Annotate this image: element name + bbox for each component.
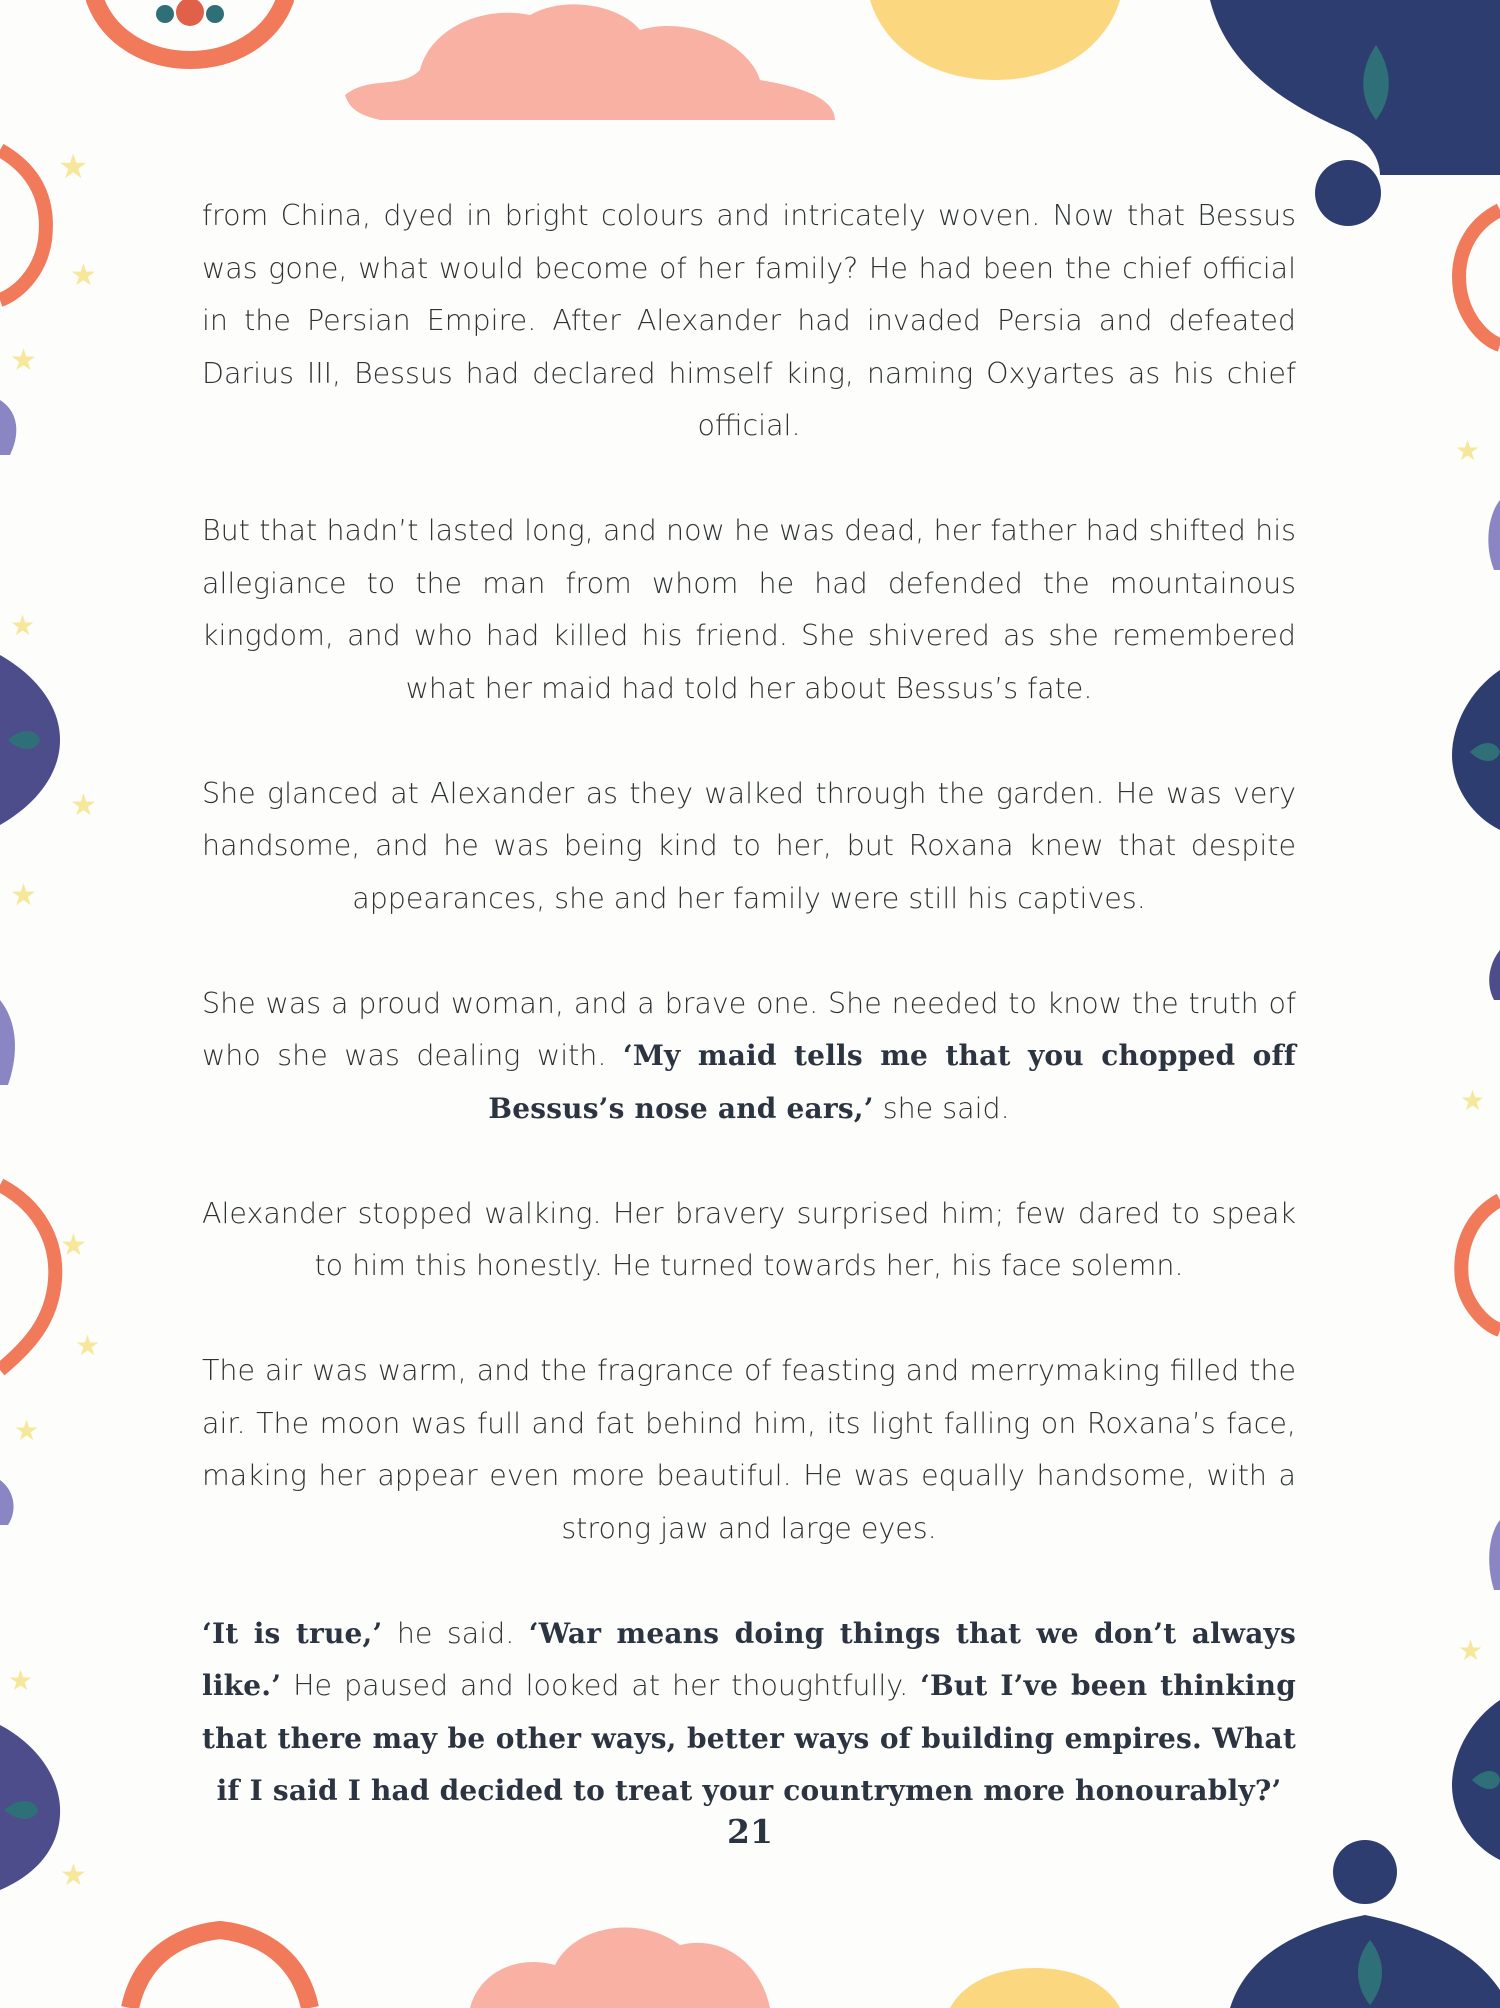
paragraph (202, 505, 1296, 715)
narration-text: she said. (873, 1091, 1010, 1125)
teal-bud-icon (156, 5, 174, 23)
star-icon: ★ (1458, 1634, 1484, 1667)
star-icon: ★ (14, 1414, 40, 1447)
coral-ornament-icon (0, 1185, 55, 1370)
star-icon: ★ (1460, 1084, 1486, 1117)
star-icon: ★ (60, 1858, 87, 1893)
navy-dot-icon (1315, 160, 1381, 226)
coral-ornament-icon (1459, 210, 1500, 345)
star-icon: ★ (10, 878, 37, 913)
coral-bud-icon (176, 0, 204, 26)
star-icon: ★ (10, 609, 36, 642)
navy-ornament-icon (1210, 0, 1500, 175)
lavender-leaf-icon (0, 1000, 15, 1085)
paragraph (202, 190, 1296, 453)
teal-bud-icon (206, 5, 224, 23)
cloud-icon (345, 4, 835, 120)
star-icon: ★ (58, 147, 89, 187)
star-icon: ★ (10, 343, 37, 378)
paragraph (202, 978, 1296, 1136)
paragraph (202, 1345, 1296, 1555)
lavender-leaf-icon (1489, 950, 1500, 1000)
lavender-leaf-icon (0, 400, 16, 455)
cloud-icon (470, 1928, 770, 2008)
dialogue-text: ‘My maid tells me that you chopped off Bessus’s nose and ears,’ (488, 1039, 1296, 1125)
narration-text: She was a proud woman, and a brave one. She needed to know the truth of who she was dealing with. (202, 986, 1296, 1072)
story-text (202, 190, 1296, 1870)
lavender-leaf-icon (1488, 500, 1500, 570)
paragraph (202, 1608, 1296, 1818)
narration-text: from China, dyed in bright colours and intricately woven. Now that Bessus was gone, what would become of her family? He had been the chief official in the Persian Empire. After Alexander had invaded Persia and defeated Darius III, Bessus had declared himself king, naming Oxyartes as his chief official. (202, 199, 1296, 442)
dialogue-text: ‘War means doing things that we don’t always like.’ (202, 1616, 1296, 1702)
star-icon: ★ (8, 1664, 34, 1697)
narration-text: he said. (382, 1616, 529, 1650)
coral-ornament-icon (130, 1930, 310, 2008)
star-icon: ★ (75, 1329, 101, 1362)
dialogue-text: ‘But I’ve been thinking that there may be other ways, better ways of building empires. What if I said I had decided to treat your countrymen more honourably?’ (202, 1669, 1296, 1807)
lavender-leaf-icon (1489, 1520, 1500, 1590)
dialogue-text: ‘It is true,’ (202, 1616, 383, 1650)
star-icon: ★ (70, 788, 97, 823)
narration-text: He paused and looked at her thoughtfully. (281, 1669, 921, 1702)
star-icon: ★ (70, 258, 97, 293)
lavender-leaf-icon (0, 1480, 14, 1525)
sun-icon (950, 1968, 1120, 2008)
paragraph (202, 1188, 1296, 1293)
page-number: 21 (727, 1812, 773, 1851)
coral-ornament-icon (1461, 1200, 1500, 1330)
narration-text: She glanced at Alexander as they walked through the garden. He was very handsome, and he was being kind to her, but Roxana knew that despite appearances, she and her family were still his captives. (202, 776, 1296, 915)
sun-icon (870, 0, 1120, 80)
narration-text: But that hadn’t lasted long, and now he was dead, her father had shifted his allegiance to the man from whom he had defended the mountainous kingdom, and who had killed his friend. She shivered as she remembered what her maid had told her about Bessus’s fate. (202, 514, 1296, 705)
narration-text: Alexander stopped walking. Her bravery surprised him; few dared to speak to him this honestly. He turned towards her, his face solemn. (202, 1196, 1296, 1282)
star-icon: ★ (1455, 434, 1481, 467)
narration-text: The air was warm, and the fragrance of feasting and merrymaking filled the air. The moon was full and fat behind him, its light falling on Roxana’s face, making her appear even more beautiful. He was equally handsome, with a strong jaw and large eyes. (202, 1354, 1296, 1545)
star-icon: ★ (60, 1228, 87, 1263)
paragraph (202, 768, 1296, 926)
coral-ornament-icon (0, 150, 46, 300)
